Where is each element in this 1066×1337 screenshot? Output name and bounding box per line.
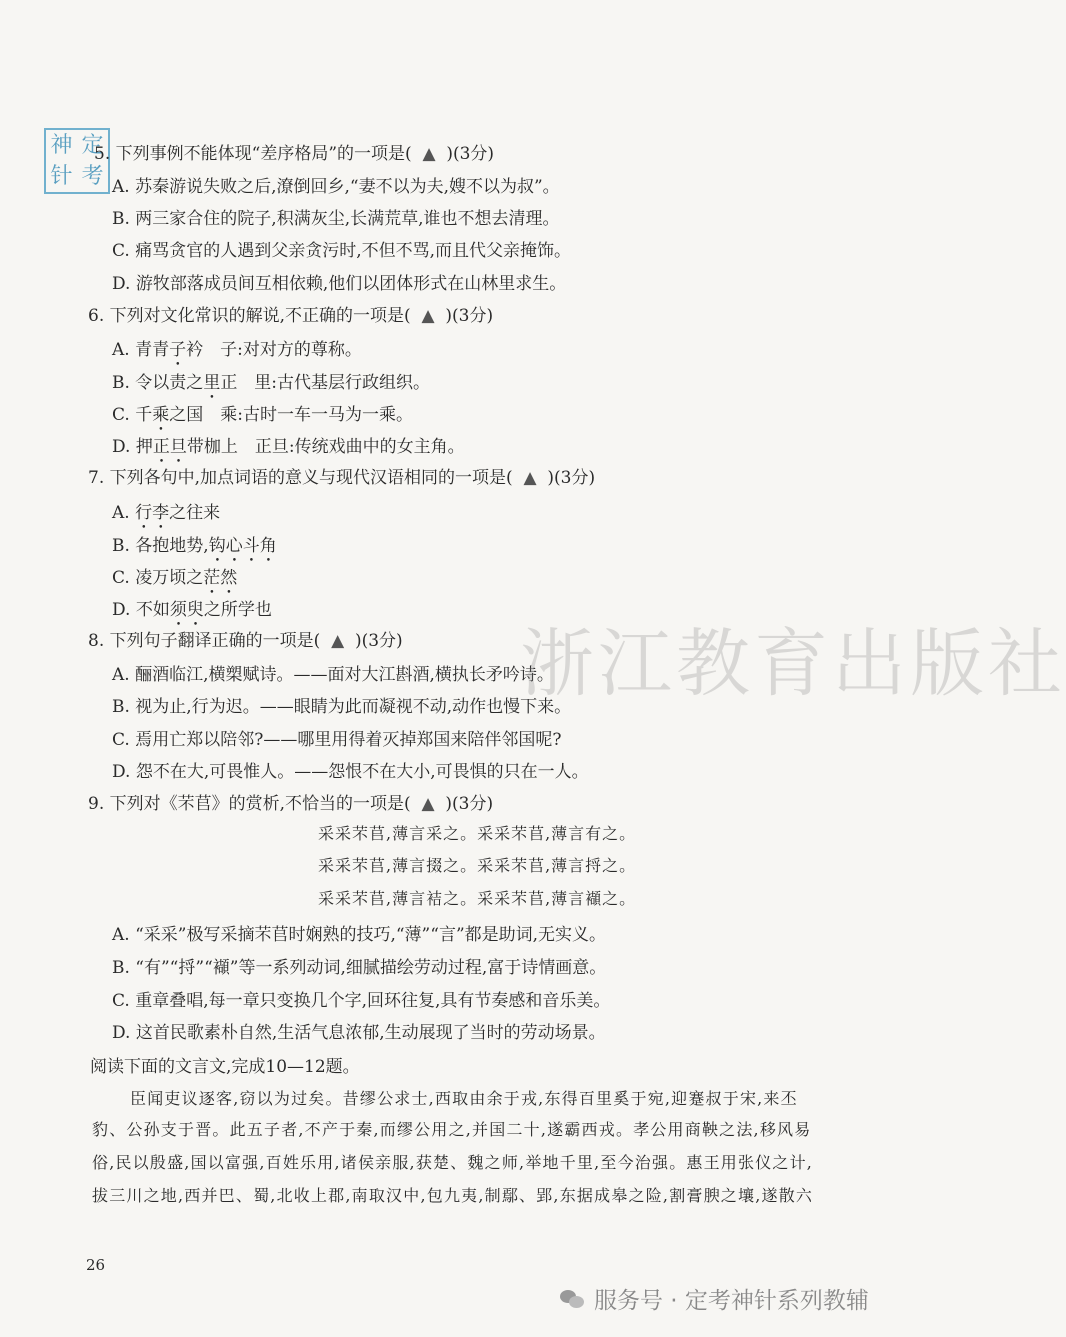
- page-number: 26: [86, 1256, 106, 1274]
- footer-text: 服务号 · 定考神针系列教辅: [594, 1288, 869, 1314]
- q8-option-c: C. 焉用亡郑以陪邻?——哪里用得着灭掉郑国来陪伴邻国呢?: [112, 730, 562, 750]
- footer-account[interactable]: [560, 1282, 869, 1315]
- q6-option-c: C. 千乘之国 乘:古时一车一马为一乘。: [112, 405, 413, 425]
- q7-option-b: B. 各抱地势,钩心斗角: [112, 536, 277, 556]
- answer-blank-icon: ▲: [422, 144, 436, 164]
- q7-option-c: C. 凌万顷之茫然: [112, 568, 238, 588]
- publisher-watermark: 浙江教育出版社: [520, 621, 1066, 707]
- q7-option-d: D. 不如须臾之所学也: [112, 600, 272, 620]
- passage-line: 拔三川之地,西并巴、蜀,北收上郡,南取汉中,包九夷,制鄢、郢,东据成皋之险,割膏腴之壤,遂散六: [92, 1186, 814, 1205]
- question-5-stem: 5. 下列事例不能体现“差序格局”的一项是( ▲ )(3分): [94, 144, 495, 164]
- reading-instruction: 阅读下面的文言文,完成10—12题。: [90, 1057, 360, 1077]
- passage-line: 俗,民以殷盛,国以富强,百姓乐用,诸侯亲服,获楚、魏之师,举地千里,至今治强。惠王用张仪之计,: [92, 1153, 814, 1172]
- q5-option-c: C. 痛骂贪官的人遇到父亲贪污时,不但不骂,而且代父亲掩饰。: [112, 241, 572, 261]
- stamp-char: 针: [50, 164, 73, 189]
- poem-line: 采采芣苢,薄言采之。采采芣苢,薄言有之。: [318, 824, 637, 843]
- stamp-char: 定: [81, 133, 104, 158]
- q5-option-b: B. 两三家合住的院子,积满灰尘,长满荒草,谁也不想去清理。: [112, 209, 560, 229]
- q8-option-b: B. 视为止,行为迟。——眼睛为此而凝视不动,动作也慢下来。: [112, 697, 572, 717]
- q6-option-b: B. 令以责之里正 里:古代基层行政组织。: [112, 373, 431, 393]
- passage-line: 臣闻吏议逐客,窃以为过矣。昔缪公求士,西取由余于戎,东得百里奚于宛,迎蹇叔于宋,来丕: [130, 1089, 798, 1108]
- answer-blank-icon: ▲: [523, 468, 537, 488]
- question-9-stem: 9. 下列对《芣苢》的赏析,不恰当的一项是( ▲ )(3分): [88, 794, 494, 814]
- q8-option-a: A. 酾酒临江,横槊赋诗。——面对大江斟酒,横执长矛吟诗。: [112, 665, 554, 685]
- q8-option-d: D. 怨不在大,可畏惟人。——怨恨不在大小,可畏惧的只在一人。: [112, 762, 589, 782]
- passage-line: 豹、公孙支于晋。此五子者,不产于秦,而缪公用之,并国二十,遂霸西戎。孝公用商鞅之法,移风易: [92, 1120, 812, 1139]
- q6-option-d: D. 押正旦带枷上 正旦:传统戏曲中的女主角。: [112, 437, 465, 457]
- question-7-stem: 7. 下列各句中,加点词语的意义与现代汉语相同的一项是( ▲ )(3分): [88, 468, 596, 488]
- q9-option-b: B. “有”“捋”“襭”等一系列动词,细腻描绘劳动过程,富于诗情画意。: [112, 958, 607, 978]
- answer-blank-icon: ▲: [331, 631, 345, 651]
- q6-option-a: A. 青青子衿 子:对对方的尊称。: [112, 340, 362, 360]
- question-6-stem: 6. 下列对文化常识的解说,不正确的一项是( ▲ )(3分): [88, 306, 494, 326]
- q5-option-a: A. 苏秦游说失败之后,潦倒回乡,“妻不以为夫,嫂不以为叔”。: [112, 177, 560, 197]
- wechat-icon: [560, 1288, 586, 1310]
- q9-option-a: A. “采采”极写采摘芣苢时娴熟的技巧,“薄”“言”都是助词,无实义。: [112, 925, 607, 945]
- answer-blank-icon: ▲: [421, 794, 435, 814]
- q9-option-d: D. 这首民歌素朴自然,生活气息浓郁,生动展现了当时的劳动场景。: [112, 1023, 606, 1043]
- question-8-stem: 8. 下列句子翻译正确的一项是( ▲ )(3分): [88, 631, 403, 651]
- q7-option-a: A. 行李之往来: [112, 503, 221, 523]
- poem-line: 采采芣苢,薄言袺之。采采芣苢,薄言襭之。: [318, 889, 637, 908]
- q5-option-d: D. 游牧部落成员间互相依赖,他们以团体形式在山林里求生。: [112, 274, 567, 294]
- poem-line: 采采芣苢,薄言掇之。采采芣苢,薄言捋之。: [318, 856, 637, 875]
- q9-option-c: C. 重章叠唱,每一章只变换几个字,回环往复,具有节奏感和音乐美。: [112, 991, 611, 1011]
- stamp-char: 考: [81, 164, 104, 189]
- stamp-char: 神: [50, 133, 73, 158]
- answer-blank-icon: ▲: [421, 306, 435, 326]
